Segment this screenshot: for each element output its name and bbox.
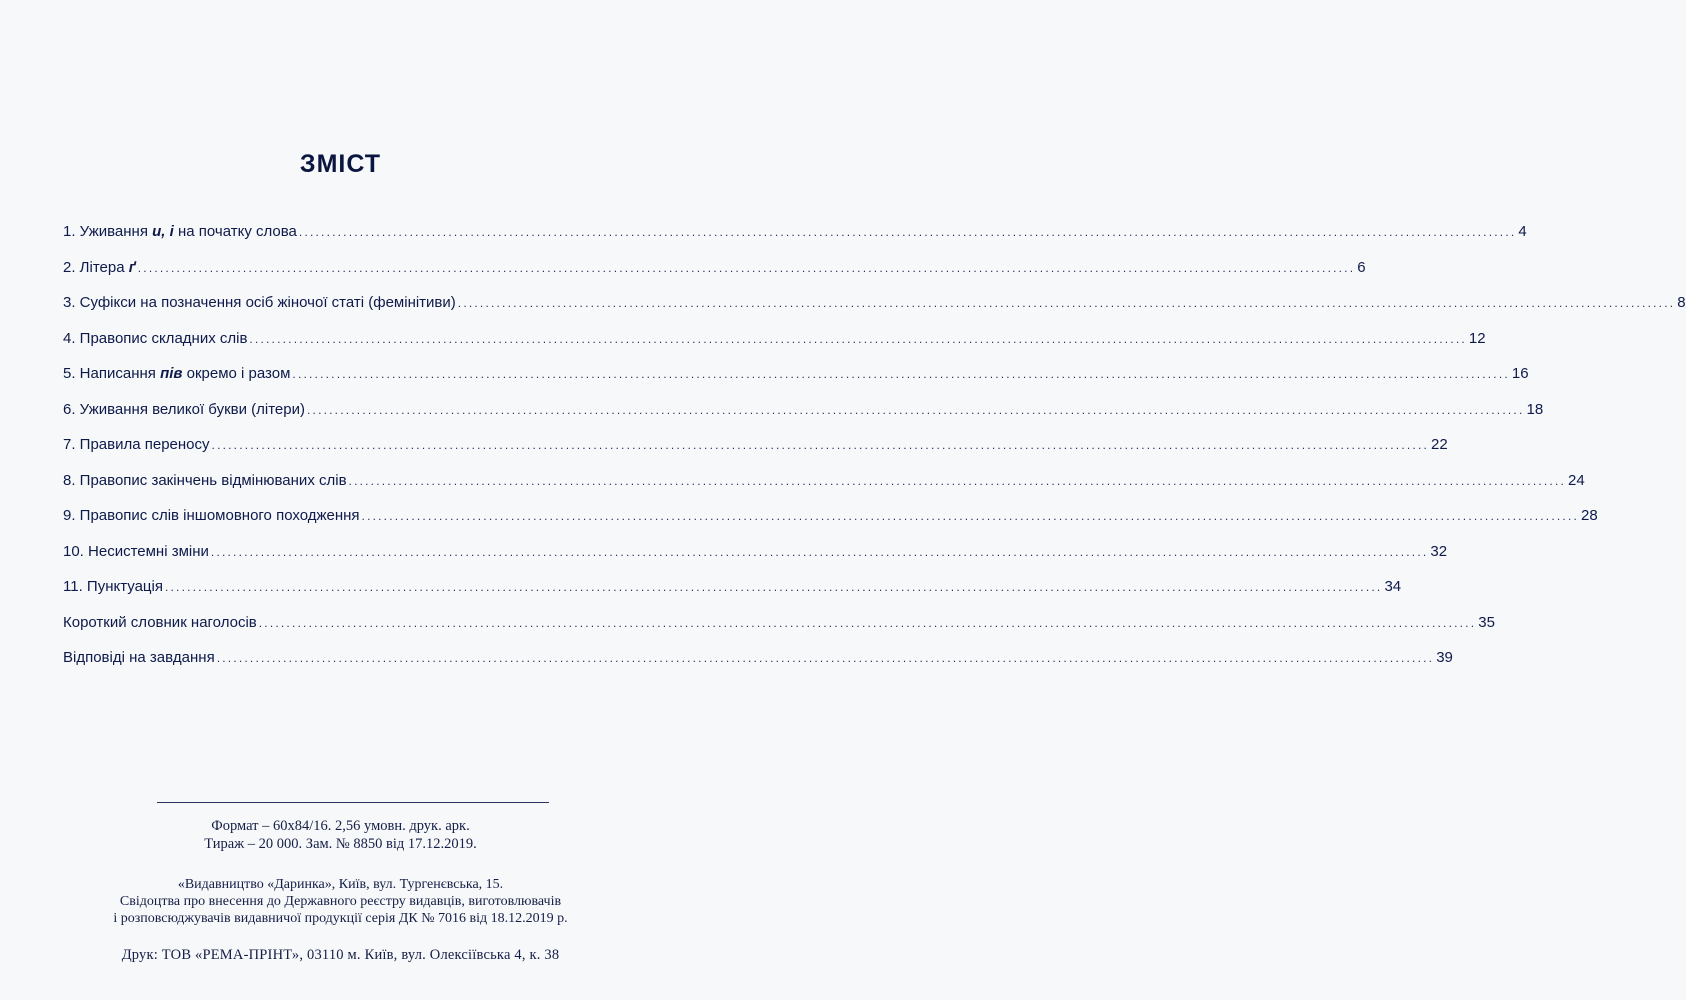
toc-leader-dots: ............................................................................................................................................................................................................................ bbox=[211, 438, 1430, 452]
imprint-run: Тираж – 20 000. Зам. № 8850 від 17.12.2019. bbox=[204, 836, 477, 852]
toc-entry bbox=[63, 648, 1453, 684]
toc-leader-dots: ............................................................................................................................................................................................................................ bbox=[210, 544, 1429, 559]
toc-leader-dots: ............................................................................................................................................................................................................................ bbox=[307, 402, 1525, 417]
toc-entry-label bbox=[63, 258, 136, 278]
toc-entry-label bbox=[63, 542, 209, 562]
toc-entry-page-number: 8 bbox=[1677, 294, 1686, 311]
toc-entry-label-text: 10. Несистемні зміни bbox=[63, 542, 209, 560]
toc-entry-label-text: 4. Правопис складних слів bbox=[63, 329, 248, 347]
imprint-certificate-line-2: і розповсюджувачів видавничої продукції серія ДК № 7016 від 18.12.2019 р. bbox=[113, 911, 568, 926]
toc-entry bbox=[63, 471, 1585, 507]
toc-leader-dots: ............................................................................................................................................................................................................................ bbox=[457, 296, 1676, 310]
imprint-publisher: «Видавництво «Даринка», Київ, вул. Тургенєвська, 15. bbox=[177, 877, 504, 892]
page-title: ЗМІСТ bbox=[299, 150, 382, 178]
toc-entry-label bbox=[63, 648, 215, 668]
divider-line bbox=[157, 802, 549, 803]
toc-entry-label bbox=[63, 329, 247, 349]
toc-entry bbox=[63, 329, 1486, 365]
toc-entry-label-text: 1. Уживання bbox=[63, 223, 153, 240]
toc-entry-page-number: 28 bbox=[1581, 507, 1598, 524]
toc-entry bbox=[63, 364, 1529, 400]
toc-entry-label bbox=[63, 613, 257, 633]
toc-entry bbox=[63, 435, 1448, 471]
toc-leader-dots: ............................................................................................................................................................................................................................ bbox=[164, 580, 1383, 594]
toc-leader-dots: ............................................................................................................................................................................................................................ bbox=[137, 260, 1356, 275]
toc-entry-label bbox=[63, 577, 163, 597]
toc-leader-dots: ............................................................................................................................................................................................................................ bbox=[216, 651, 1435, 665]
toc-entry-label-text: 6. Уживання великої букви (літери) bbox=[63, 400, 305, 418]
toc-entry bbox=[63, 400, 1544, 436]
toc-entry-page-number: 12 bbox=[1468, 329, 1486, 347]
toc-entry bbox=[63, 613, 1495, 649]
toc-entry-label bbox=[63, 364, 290, 384]
imprint-format-block bbox=[0, 817, 681, 853]
toc-leader-dots: ............................................................................................................................................................................................................................ bbox=[249, 331, 1467, 346]
toc-entry-label-text: Відповіді на завдання bbox=[63, 649, 215, 666]
toc-entry-label-text: 7. Правила переносу bbox=[63, 436, 210, 453]
toc-entry-page-number: 35 bbox=[1478, 613, 1495, 631]
toc-entry-label-text: 8. Правопис закінчень відмінюваних слів bbox=[63, 471, 347, 489]
toc-leader-dots: ............................................................................................................................................................................................................................ bbox=[298, 225, 1517, 239]
toc-entry-label-text: 11. Пунктуація bbox=[63, 578, 163, 595]
toc-leader-dots: ............................................................................................................................................................................................................................ bbox=[292, 367, 1510, 381]
toc-entry-label bbox=[63, 506, 360, 526]
toc-entry-label bbox=[63, 293, 456, 313]
imprint-printer-block bbox=[0, 946, 681, 964]
toc-entry-label bbox=[63, 222, 297, 242]
toc-entry-page-number: 18 bbox=[1526, 400, 1544, 418]
table-of-contents bbox=[63, 222, 1686, 684]
imprint-certificate-line-1: Свідоцтва про внесення до Державного реєстру видавців, виготовлювачів bbox=[119, 894, 562, 909]
toc-entry-label bbox=[63, 435, 210, 455]
toc-entry-label-text: Короткий словник наголосів bbox=[63, 613, 257, 631]
toc-entry-label-text: 5. Написання bbox=[63, 365, 161, 382]
toc-entry-page-number: 32 bbox=[1430, 542, 1448, 560]
toc-entry-label bbox=[63, 471, 347, 491]
toc-entry-label-text: на початку слова bbox=[173, 223, 297, 240]
toc-entry-page-number: 39 bbox=[1436, 649, 1453, 666]
toc-entry-page-number: 4 bbox=[1518, 223, 1527, 240]
toc-entry-label bbox=[63, 400, 305, 420]
toc-entry bbox=[63, 577, 1402, 613]
toc-entry-label-text: 2. Літера bbox=[63, 258, 129, 276]
toc-entry bbox=[63, 506, 1598, 542]
toc-entry-label-text: окремо і разом bbox=[182, 365, 291, 382]
toc-entry-label-text: 3. Суфікси на позначення осіб жіночої статі (фемінітиви) bbox=[63, 294, 456, 311]
toc-leader-dots: ............................................................................................................................................................................................................................ bbox=[348, 473, 1567, 488]
toc-entry bbox=[63, 293, 1686, 329]
toc-entry-label-emphasis: и, і bbox=[152, 223, 174, 240]
toc-leader-dots: ............................................................................................................................................................................................................................ bbox=[258, 615, 1477, 630]
toc-entry-page-number: 24 bbox=[1568, 471, 1585, 489]
imprint-publisher-block bbox=[0, 876, 681, 927]
toc-entry-page-number: 34 bbox=[1384, 578, 1402, 595]
imprint-format: Формат – 60x84/16. 2,56 умовн. друк. арк. bbox=[211, 818, 470, 834]
toc-entry bbox=[63, 542, 1448, 578]
toc-entry-page-number: 16 bbox=[1511, 365, 1529, 382]
toc-entry-label-text: 9. Правопис слів іншомовного походження bbox=[63, 507, 360, 524]
toc-entry-page-number: 6 bbox=[1357, 258, 1366, 276]
toc-entry-page-number: 22 bbox=[1431, 436, 1448, 453]
toc-leader-dots: ............................................................................................................................................................................................................................ bbox=[361, 509, 1580, 523]
toc-entry bbox=[63, 222, 1527, 258]
toc-entry bbox=[63, 258, 1366, 294]
imprint-printer: Друк: ТОВ «РЕМА-ПРІНТ», 03110 м. Київ, вул. Олексіївська 4, к. 38 bbox=[121, 947, 560, 963]
toc-entry-label-emphasis: ґ bbox=[128, 258, 136, 276]
toc-entry-label-emphasis: пів bbox=[160, 365, 183, 382]
